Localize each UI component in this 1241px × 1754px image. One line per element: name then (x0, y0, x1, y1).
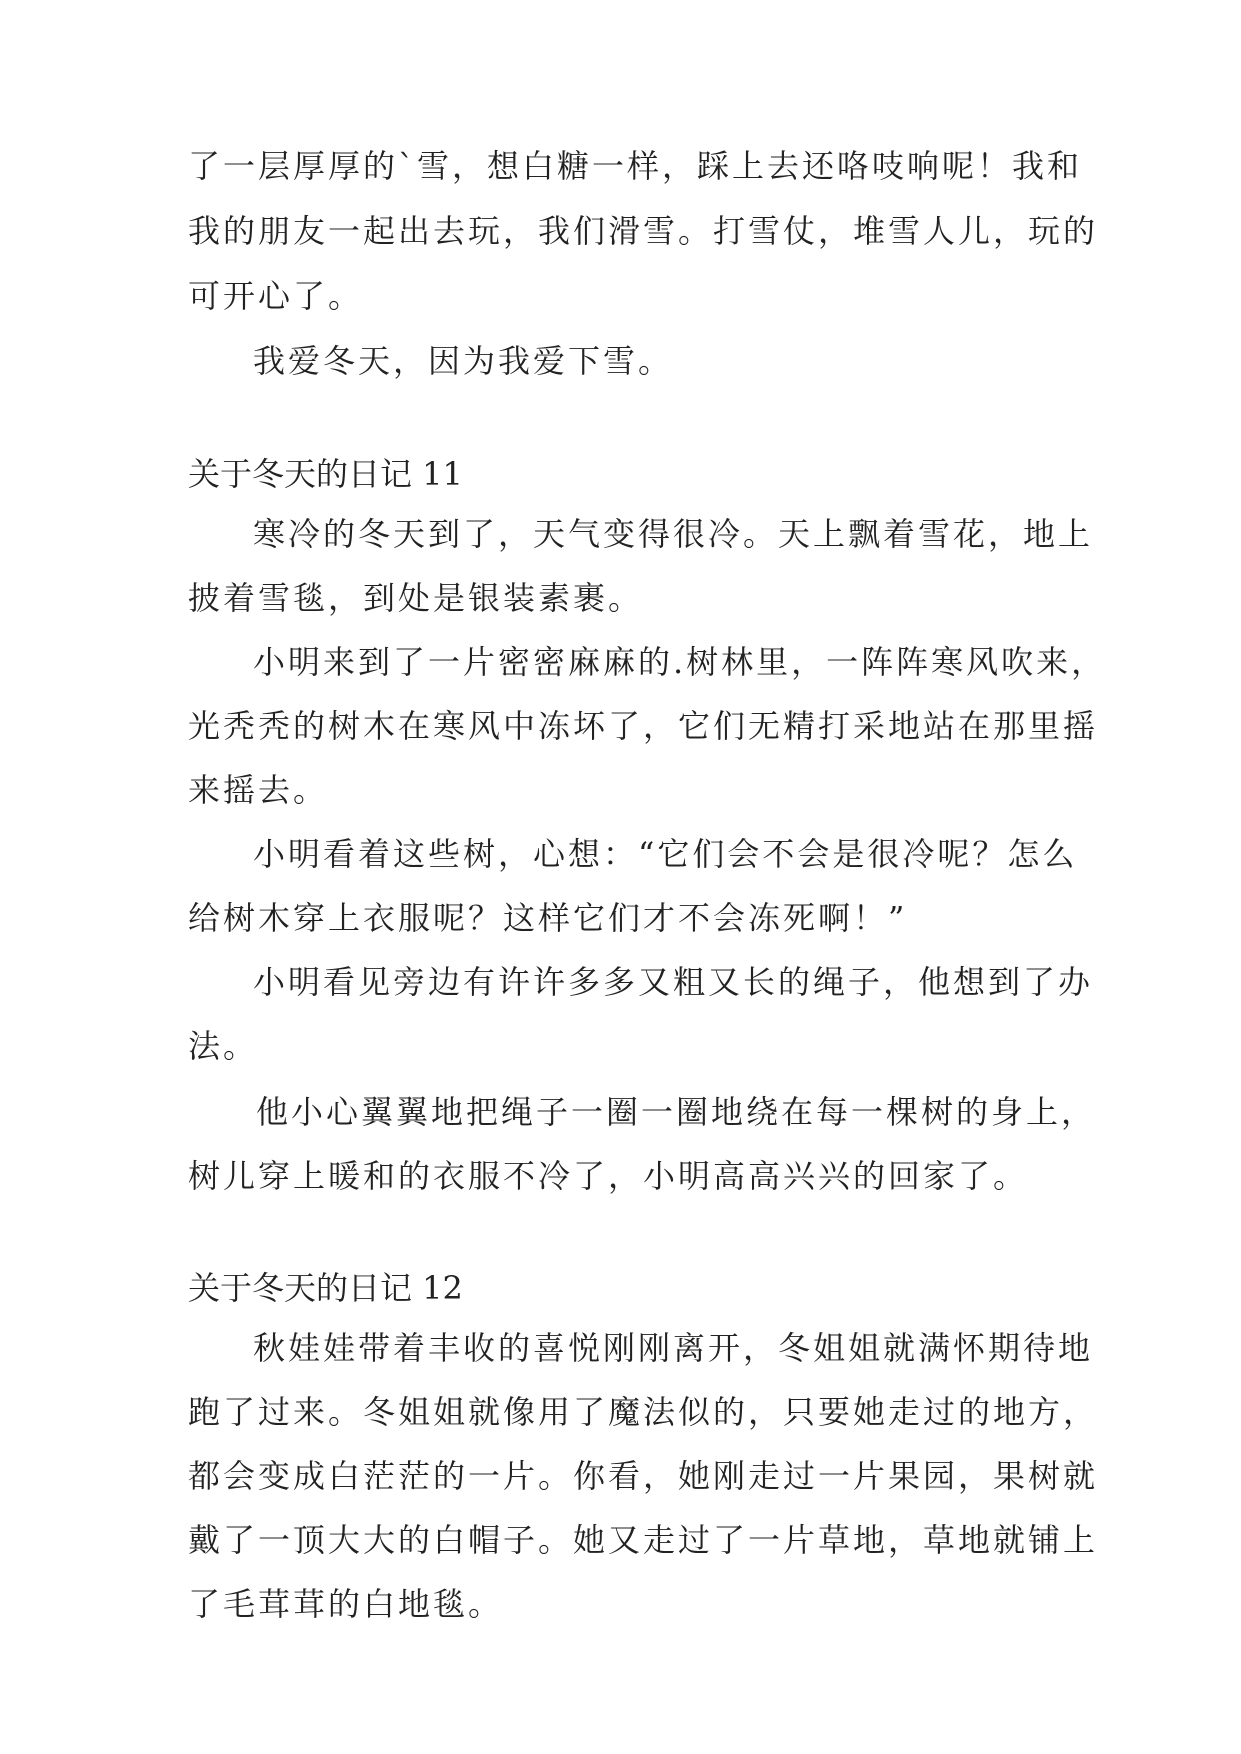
body-line: 我的朋友一起出去玩，我们滑雪。打雪仗，堆雪人儿，玩的 (188, 212, 1099, 250)
body-line: 了毛茸茸的白地毯。 (188, 1585, 504, 1623)
body-line: 都会变成白茫茫的一片。你看，她刚走过一片果园，果树就 (188, 1457, 1099, 1495)
body-line: 戴了一顶大大的白帽子。她又走过了一片草地，草地就铺上 (188, 1521, 1099, 1559)
body-line: 来摇去。 (188, 771, 329, 809)
body-line: 法。 (188, 1027, 259, 1065)
body-line: 我爱冬天，因为我爱下雪。 (253, 342, 674, 380)
section-heading: 关于冬天的日记 12 (188, 1269, 463, 1307)
body-line: 小明看着这些树，心想：“它们会不会是很冷呢？怎么 (253, 835, 1078, 873)
body-line: 给树木穿上衣服呢？这样它们才不会冻死啊！” (188, 899, 908, 937)
body-line: 树儿穿上暖和的衣服不冷了，小明高高兴兴的回家了。 (188, 1157, 1029, 1195)
body-line: 他小心翼翼地把绳子一圈一圈地绕在每一棵树的身上， (256, 1093, 1097, 1131)
body-line: 可开心了。 (188, 277, 364, 315)
body-line: 小明看见旁边有许许多多又粗又长的绳子，他想到了办 (253, 963, 1094, 1001)
body-line: 寒冷的冬天到了，天气变得很冷。天上飘着雪花，地上 (253, 515, 1094, 553)
body-line: 披着雪毯，到处是银装素裹。 (188, 579, 644, 617)
body-line: 小明来到了一片密密麻麻的.树林里，一阵阵寒风吹来， (253, 643, 1107, 681)
body-line: 了一层厚厚的`雪，想白糖一样，踩上去还咯吱响呢！我和 (188, 147, 1083, 185)
body-line: 秋娃娃带着丰收的喜悦刚刚离开，冬姐姐就满怀期待地 (253, 1329, 1094, 1367)
body-line: 光秃秃的树木在寒风中冻坏了，它们无精打采地站在那里摇 (188, 707, 1099, 745)
body-line: 跑了过来。冬姐姐就像用了魔法似的，只要她走过的地方， (188, 1393, 1099, 1431)
section-heading: 关于冬天的日记 11 (188, 455, 463, 493)
